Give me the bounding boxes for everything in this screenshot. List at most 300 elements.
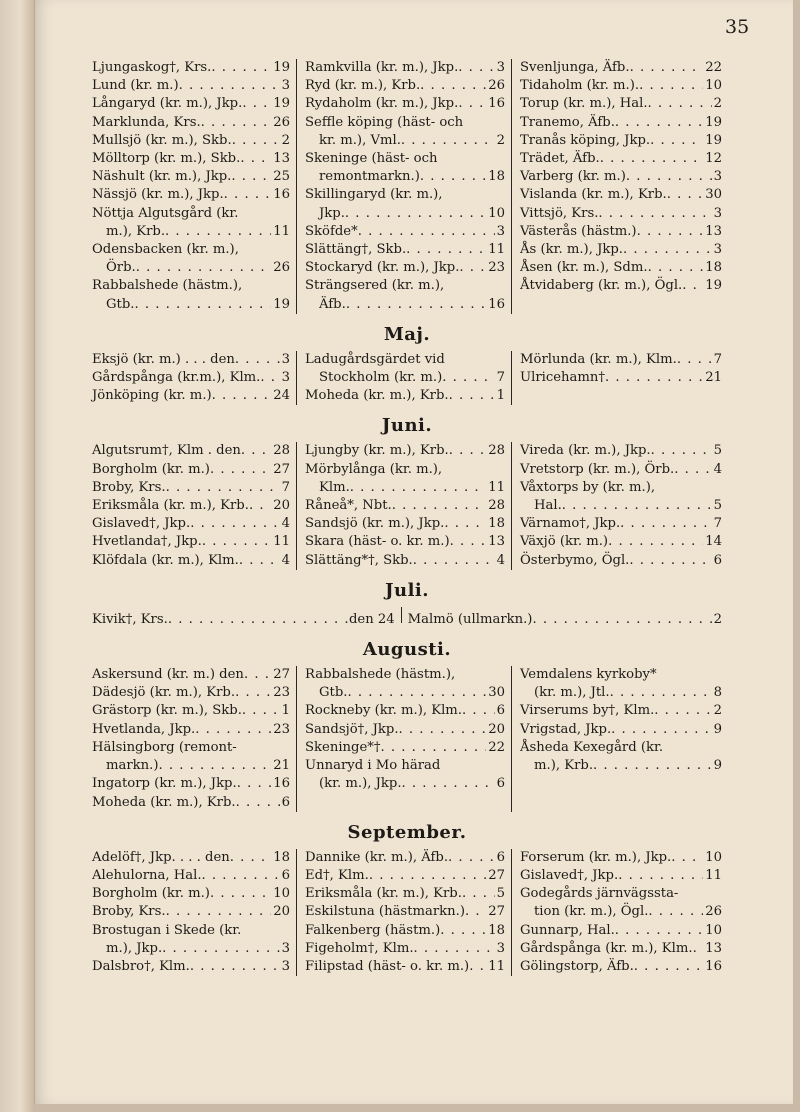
- entry-value: 27: [273, 461, 290, 477]
- dot-leader: [618, 867, 703, 885]
- section-maj: [92, 324, 722, 406]
- list-item: [520, 922, 722, 940]
- entry-name: Ed†, Klm.: [305, 867, 369, 883]
- dot-leader: [347, 684, 486, 702]
- entry-value: 6: [281, 867, 290, 883]
- dot-leader: [159, 757, 272, 775]
- dot-leader: [611, 721, 711, 739]
- entry-value: 3: [496, 940, 505, 956]
- list-item: [520, 940, 722, 958]
- page-content: [92, 59, 722, 976]
- dot-leader: [231, 168, 271, 186]
- list-item: [520, 442, 722, 460]
- book-gutter: [0, 0, 34, 1112]
- list-item: [520, 533, 722, 551]
- dot-leader: [202, 867, 280, 885]
- dot-leader: [162, 940, 279, 958]
- entry-value: 27: [273, 667, 290, 683]
- list-item: [92, 77, 290, 95]
- list-item: [92, 552, 290, 570]
- list-item: [305, 296, 505, 314]
- entry-name: m.), Krb.: [534, 758, 594, 774]
- entry-name: Figeholm†, Klm.: [305, 940, 414, 956]
- dot-leader: [350, 479, 486, 497]
- list-item: [92, 757, 290, 775]
- dot-leader: [677, 351, 712, 369]
- entry-name: Vretstorp (kr. m.), Örb.: [520, 461, 675, 477]
- dot-leader: [465, 903, 486, 921]
- entry-value: 11: [273, 223, 290, 239]
- entry-value: 20: [273, 904, 290, 920]
- entry-name: Gunnarp, Hal.: [520, 922, 615, 938]
- entry-name: Sandsjö†, Jkp.: [305, 721, 399, 737]
- dot-leader: [230, 849, 271, 867]
- entry-value: 7: [496, 370, 505, 386]
- list-item: [92, 442, 290, 460]
- entry-name: Växjö (kr. m.): [520, 534, 609, 550]
- list-item: [305, 77, 505, 95]
- entry-line: Seffle köping (häst- och: [305, 114, 464, 130]
- entry-name: Adelöf†, Jkp. . . . den: [92, 849, 230, 865]
- list-item: [305, 442, 505, 460]
- list-item: [305, 241, 505, 259]
- dot-leader: [458, 59, 494, 77]
- dot-leader: [459, 259, 486, 277]
- entry-name: Torup (kr. m.), Hal.: [520, 96, 648, 112]
- entry-value: 19: [705, 114, 722, 130]
- entry-name: Skara (häst- o. kr. m.): [305, 534, 450, 550]
- entry-line: Skillingaryd (kr. m.),: [305, 187, 443, 203]
- list-item: [520, 95, 722, 113]
- dot-leader: [637, 223, 704, 241]
- entry-name: Eriksmåla (kr. m.), Krb.: [305, 886, 462, 902]
- entry-name: Slättäng*†, Skb.: [305, 552, 413, 568]
- dot-leader: [134, 296, 271, 314]
- column-1: [92, 666, 297, 812]
- entry-value: 3: [496, 60, 505, 75]
- entry-name: Gårdspånga (kr. m.), Klm.: [520, 940, 693, 956]
- list-item: [305, 168, 505, 186]
- month-heading: Maj.: [383, 323, 431, 345]
- entry-line: Strängsered (kr. m.),: [305, 278, 445, 294]
- entry-name: Borgholm (kr. m.): [92, 886, 210, 902]
- list-item: [92, 296, 290, 314]
- entry-line: Godegårds järnvägssta-: [520, 886, 679, 902]
- list-item: [520, 351, 722, 369]
- entry-name: Åsen (kr. m.), Sdm.: [520, 260, 648, 276]
- entry-value: 2: [496, 132, 505, 148]
- list-item: [520, 168, 722, 186]
- list-item: [92, 885, 290, 903]
- list-item: [520, 369, 722, 387]
- dot-leader: [210, 885, 271, 903]
- entry-name: Forserum (kr. m.), Jkp.: [520, 849, 672, 865]
- entry-name: Dalsbro†, Klm.: [92, 958, 190, 974]
- entry-value: 20: [273, 498, 290, 514]
- column-2: [297, 351, 512, 406]
- entry-value: 1: [281, 703, 290, 719]
- entry-name: Malmö (ullmarkn.): [407, 611, 533, 627]
- entry-name: Varberg (kr. m.): [520, 169, 626, 185]
- list-item: [520, 461, 722, 479]
- entry-name: Marklunda, Krs.: [92, 114, 201, 130]
- entry-name: Ryd (kr. m.), Krb.: [305, 78, 421, 94]
- entry-value: 10: [705, 78, 722, 94]
- list-item: [92, 958, 290, 976]
- column-3: [512, 442, 722, 569]
- list-item: [305, 59, 505, 77]
- entry-name: Mörlunda (kr. m.), Klm.: [520, 351, 677, 367]
- dot-leader: [600, 150, 704, 168]
- entry-value: 21: [273, 758, 290, 774]
- entry-name: Trädet, Äfb.: [520, 151, 600, 167]
- dot-leader: [242, 95, 271, 113]
- column-1: [92, 442, 297, 569]
- list-item: [92, 794, 290, 812]
- month-heading: Juni.: [381, 415, 433, 437]
- dot-leader: [639, 77, 703, 95]
- list-item: [92, 497, 290, 515]
- entry-name: Ramkvilla (kr. m.), Jkp.: [305, 60, 459, 75]
- list-item: [305, 922, 505, 940]
- entry-value: 11: [705, 867, 722, 883]
- entry-name: Algutsrum†, Klm . den: [92, 443, 241, 459]
- list-item: [520, 721, 722, 739]
- list-item: [305, 739, 505, 757]
- entry-name: Eskilstuna (hästmarkn.): [305, 904, 465, 920]
- entry-name: Ingatorp (kr. m.), Jkp.: [92, 776, 237, 792]
- entry-value: 14: [705, 534, 722, 550]
- entry-name: Kivik†, Krs.: [92, 611, 168, 627]
- entry-value: 26: [273, 260, 290, 276]
- list-item: [305, 369, 505, 387]
- list-item: [92, 867, 290, 885]
- dot-leader: [442, 369, 494, 387]
- entry-value: 4: [281, 516, 290, 532]
- list-item: [92, 515, 290, 533]
- column-3: [512, 351, 722, 406]
- dot-leader: [346, 296, 486, 314]
- dot-leader: [165, 223, 271, 241]
- column-separator: [401, 607, 402, 623]
- dot-leader: [654, 702, 711, 720]
- dot-leader: [610, 684, 712, 702]
- entry-name: Hvetlanda, Jkp.: [92, 721, 196, 737]
- list-item: [92, 59, 290, 77]
- entry-value: 16: [273, 776, 290, 792]
- list-item: [520, 903, 722, 921]
- dot-leader: [648, 903, 703, 921]
- entry-value: 19: [273, 296, 290, 312]
- dot-leader: [598, 205, 711, 223]
- dot-leader: [232, 132, 280, 150]
- entry-line: Odensbacken (kr. m.),: [92, 242, 239, 258]
- entry-value: 2: [713, 611, 722, 627]
- dot-leader: [237, 775, 272, 793]
- dot-leader: [166, 903, 272, 921]
- list-item: [305, 940, 505, 958]
- entry-name: Råneå*, Nbt.: [305, 498, 392, 514]
- list-item: [520, 186, 722, 204]
- dot-leader: [212, 387, 272, 405]
- entry-name: m.), Krb.: [106, 223, 166, 239]
- dot-leader: [634, 958, 703, 976]
- entry-line: Ladugårdsgärdet vid: [305, 351, 445, 367]
- entry-name: (kr. m.), Jtl.: [534, 685, 610, 701]
- dot-leader: [241, 442, 271, 460]
- entry-value: 27: [488, 904, 505, 920]
- list-item: [520, 114, 722, 132]
- month-heading: September.: [347, 821, 467, 843]
- list-item: [520, 277, 722, 295]
- dot-leader: [414, 940, 495, 958]
- dot-leader: [210, 461, 271, 479]
- entry-name: Alehulorna, Hal.: [92, 867, 202, 883]
- dot-leader: [626, 168, 712, 186]
- dot-leader: [674, 461, 711, 479]
- entry-name: Ås (kr. m.), Jkp.: [520, 242, 623, 258]
- column-1: [92, 849, 297, 976]
- entry-name: Näshult (kr. m.), Jkp.: [92, 169, 232, 185]
- dot-leader: [650, 132, 703, 150]
- dot-leader: [671, 849, 703, 867]
- list-item: [92, 132, 290, 150]
- list-item: [305, 903, 505, 921]
- entry-value: 3: [713, 205, 722, 221]
- list-item: [305, 259, 505, 277]
- list-item: [305, 552, 505, 570]
- dot-leader: [249, 497, 271, 515]
- entry-name: Tidaholm (kr. m.).: [520, 78, 640, 94]
- dot-leader: [458, 95, 486, 113]
- column-3: [512, 59, 722, 314]
- entry-value: 18: [705, 260, 722, 276]
- entry-line: Unnaryd i Mo härad: [305, 758, 441, 774]
- entry-value: 13: [488, 534, 505, 550]
- entry-name: (kr. m.), Jkp.: [319, 776, 402, 792]
- entry-value: 3: [713, 169, 722, 185]
- list-item: [305, 223, 505, 241]
- entry-name: kr. m.), Vml.: [319, 132, 401, 148]
- entry-name: Svenljunga, Äfb.: [520, 60, 630, 75]
- list-item: [92, 479, 290, 497]
- entry-name: Gårdspånga (kr.m.), Klm.: [92, 370, 261, 386]
- entry-value: 4: [281, 552, 290, 568]
- dot-leader: [608, 533, 703, 551]
- section-juli: [92, 580, 722, 629]
- list-item: [92, 702, 290, 720]
- entry-value: 20: [488, 721, 505, 737]
- list-item: [92, 849, 290, 867]
- entry-line: Våxtorps by (kr. m.),: [520, 479, 656, 495]
- list-item: [92, 114, 290, 132]
- entry-line: Skeninge (häst- och: [305, 151, 438, 167]
- dot-leader: [235, 351, 280, 369]
- page-number: 35: [725, 16, 750, 38]
- list-item: [305, 958, 505, 976]
- dot-leader: [615, 922, 703, 940]
- entry-name: Slättäng†, Skb.: [305, 242, 407, 258]
- entry-value: 23: [273, 685, 290, 701]
- entry-value: 28: [488, 498, 505, 514]
- dot-leader: [420, 168, 486, 186]
- entry-name: Österbymo, Ögl.: [520, 552, 630, 568]
- dot-leader: [593, 757, 712, 775]
- entry-name: Gislaved†, Jkp.: [92, 516, 191, 532]
- entry-name: Rydaholm (kr. m.), Jkp.: [305, 96, 459, 112]
- entry-name: Broby, Krs.: [92, 904, 166, 920]
- entry-value: 18: [273, 849, 290, 865]
- entry-line: Rabbalshede (hästm.),: [92, 278, 243, 294]
- month-heading: Juli.: [384, 579, 430, 601]
- dot-leader: [630, 59, 704, 77]
- entry-value: 18: [488, 516, 505, 532]
- entry-name: Ulricehamn†: [520, 370, 605, 386]
- entry-line: Nöttja Algutsgård (kr.: [92, 205, 239, 221]
- entry-name: Gtb.: [319, 685, 348, 701]
- list-item: [92, 351, 290, 369]
- dot-leader: [648, 95, 712, 113]
- entry-value: 19: [273, 60, 290, 75]
- column-3: [512, 849, 722, 976]
- entry-value: 3: [281, 958, 290, 974]
- dot-leader: [211, 59, 271, 77]
- entry-name: Vrigstad, Jkp.: [520, 721, 612, 737]
- entry-name: Vittsjö, Krs.: [520, 205, 599, 221]
- entry-value: 23: [488, 260, 505, 276]
- dot-leader: [444, 515, 486, 533]
- entry-line: Åsheda Kexegård (kr.: [520, 739, 664, 755]
- juli-entries: [92, 607, 722, 629]
- dot-leader: [462, 702, 495, 720]
- entry-name: Stockholm (kr. m.): [319, 370, 443, 386]
- section-september: [92, 822, 722, 976]
- column-2: [297, 442, 512, 569]
- entry-name: markn.): [106, 758, 159, 774]
- entry-value: 10: [705, 922, 722, 938]
- list-item: [520, 849, 722, 867]
- list-item: [305, 387, 505, 405]
- dot-leader: [449, 442, 486, 460]
- entry-name: Ljungby (kr. m.), Krb.: [305, 443, 449, 459]
- list-item: [305, 702, 505, 720]
- entry-value: 5: [496, 886, 505, 902]
- entry-value: 3: [281, 78, 290, 94]
- entry-value: 26: [273, 114, 290, 130]
- dot-leader: [469, 958, 486, 976]
- entry-value: 13: [705, 223, 722, 239]
- entry-name: Gölingstorp, Äfb.: [520, 958, 634, 974]
- entry-value: 7: [713, 351, 722, 367]
- entry-value: 30: [488, 685, 505, 701]
- entry-value: 28: [273, 443, 290, 459]
- dot-leader: [242, 702, 280, 720]
- entry-value: 3: [281, 351, 290, 367]
- dot-leader: [369, 867, 486, 885]
- entry-name: Filipstad (häst- o. kr. m.): [305, 958, 470, 974]
- entry-value: den 24: [348, 611, 395, 627]
- entry-line: Hälsingborg (remont-: [92, 739, 237, 755]
- entry-value: 16: [488, 296, 505, 312]
- entry-value: 30: [705, 187, 722, 203]
- entry-name: Skeninge*†: [305, 739, 381, 755]
- dot-leader: [190, 515, 279, 533]
- entry-name: Äfb.: [319, 296, 346, 312]
- dot-leader: [240, 150, 271, 168]
- list-item: [92, 940, 290, 958]
- list-item: [520, 205, 722, 223]
- entry-name: Eriksmåla (kr. m.), Krb.: [92, 498, 249, 514]
- dot-leader: [399, 721, 487, 739]
- list-item: [305, 867, 505, 885]
- list-item: [92, 259, 290, 277]
- entry-name: Mölltorp (kr. m.), Skb.: [92, 151, 241, 167]
- entry-value: 6: [281, 794, 290, 810]
- list-item: [305, 721, 505, 739]
- entry-value: 25: [273, 169, 290, 185]
- column-1: [92, 59, 297, 314]
- entry-name: m.), Jkp.: [106, 940, 163, 956]
- entry-value: 18: [488, 169, 505, 185]
- entry-value: 13: [705, 940, 722, 956]
- dot-leader: [615, 114, 703, 132]
- entry-value: 6: [713, 552, 722, 568]
- dot-leader: [532, 611, 713, 629]
- list-item: [305, 885, 505, 903]
- entry-name: Moheda (kr. m.), Krb.: [305, 388, 449, 404]
- entry-name: Klöfdala (kr. m.), Klm.: [92, 552, 239, 568]
- entry-value: 8: [713, 685, 722, 701]
- list-item: [92, 186, 290, 204]
- entry-value: 9: [713, 721, 722, 737]
- column-2: [297, 666, 512, 812]
- section-top: [92, 59, 722, 314]
- entry-value: 24: [273, 388, 290, 404]
- dot-leader: [235, 684, 271, 702]
- entry-name: Vireda (kr. m.), Jkp.: [520, 443, 651, 459]
- entry-name: Dannike (kr. m.), Äfb.: [305, 849, 449, 865]
- entry-name: Dädesjö (kr. m.), Krb.: [92, 685, 236, 701]
- entry-value: 3: [496, 223, 505, 239]
- entry-name: Rockneby (kr. m.), Klm.: [305, 703, 462, 719]
- entry-name: Gislaved†, Jkp.: [520, 867, 619, 883]
- entry-line: Rabbalshede (hästm.),: [305, 667, 456, 683]
- entry-value: 10: [488, 205, 505, 221]
- entry-line: Mörbylånga (kr. m.),: [305, 461, 443, 477]
- entry-name: Eksjö (kr. m.) . . . den: [92, 351, 235, 367]
- dot-leader: [462, 885, 495, 903]
- list-item: [520, 59, 722, 77]
- entry-value: 19: [705, 132, 722, 148]
- entry-value: 2: [713, 96, 722, 112]
- list-item: [92, 369, 290, 387]
- entry-line: Brostugan i Skede (kr.: [92, 922, 242, 938]
- entry-value: 1: [496, 388, 505, 404]
- list-item: [520, 259, 722, 277]
- list-item: [520, 702, 722, 720]
- entry-value: 13: [273, 151, 290, 167]
- entry-name: Ljungaskog†, Krs.: [92, 60, 212, 75]
- list-item: [520, 497, 722, 515]
- list-item: [92, 387, 290, 405]
- dot-leader: [413, 552, 495, 570]
- list-item: [305, 497, 505, 515]
- entry-value: 7: [713, 516, 722, 532]
- dot-leader: [623, 241, 712, 259]
- dot-leader: [620, 515, 711, 533]
- dot-leader: [562, 497, 712, 515]
- dot-leader: [450, 533, 487, 551]
